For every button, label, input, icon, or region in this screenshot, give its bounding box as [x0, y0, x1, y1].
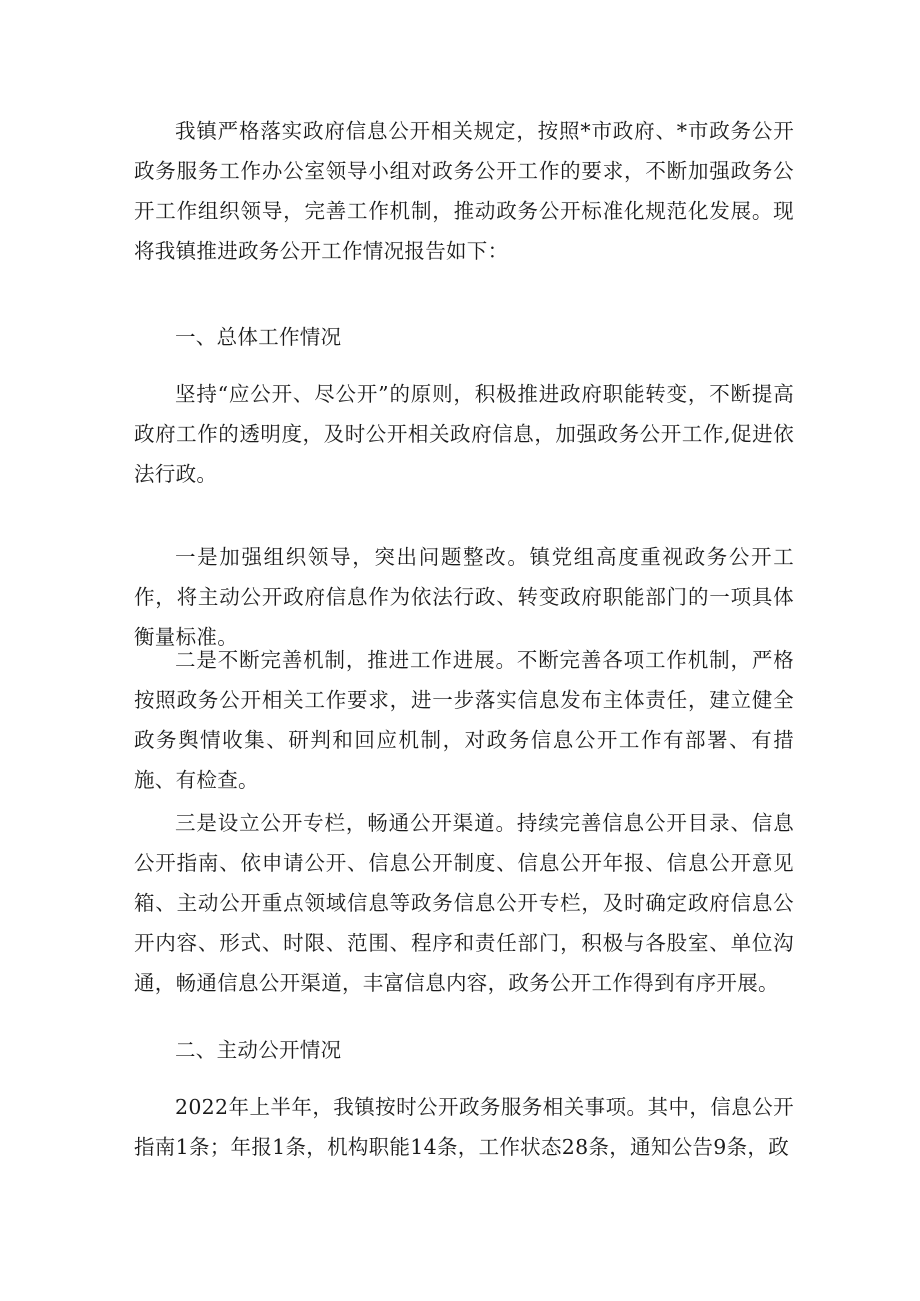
point-three-paragraph: 三是设立公开专栏，畅通公开渠道。持续完善信息公开目录、信息公开指南、依申请公开、信息公开制度、信息公开年报、信息公开意见箱、主动公开重点领域信息等政务信息公开专栏，及时确定政府信息公开内容、形式、时限、范围、程序和责任部门，积极与各股室、单位沟通，畅通信息公开渠道，丰富信息内容，政务公开工作得到有序开展。 — [134, 811, 794, 995]
overall-paragraph: 坚持“应公开、尽公开”的原则，积极推进政府职能转变，不断提高政府工作的透明度，及时公开相关政府信息，加强政务公开工作,促进依法行政。 — [134, 382, 794, 486]
point-one-paragraph: 一是加强组织领导，突出问题整改。镇党组高度重视政务公开工作，将主动公开政府信息作为依法行政、转变政府职能部门的一项具体衡量标准。 — [134, 545, 794, 649]
section-heading-active-disclosure: 二、主动公开情况 — [175, 1038, 342, 1062]
intro-paragraph: 我镇严格落实政府信息公开相关规定，按照*市政府、*市政务公开政务服务工作办公室领导小组对政务公开工作的要求，不断加强政务公开工作组织领导，完善工作机制，推动政务公开标准化规范化发展。现将我镇推进政务公开工作情况报告如下： — [134, 119, 794, 263]
active-disclosure-paragraph: 2022年上半年，我镇按时公开政务服务相关事项。其中，信息公开指南1条；年报1条，机构职能14条，工作状态28条，通知公告9条，政 — [134, 1095, 794, 1159]
point-two-paragraph: 二是不断完善机制，推进工作进展。不断完善各项工作机制，严格按照政务公开相关工作要求，进一步落实信息发布主体责任，建立健全政务舆情收集、研判和回应机制，对政务信息公开工作有部署、有措施、有检查。 — [134, 648, 794, 792]
section-heading-overall: 一、总体工作情况 — [175, 325, 342, 349]
